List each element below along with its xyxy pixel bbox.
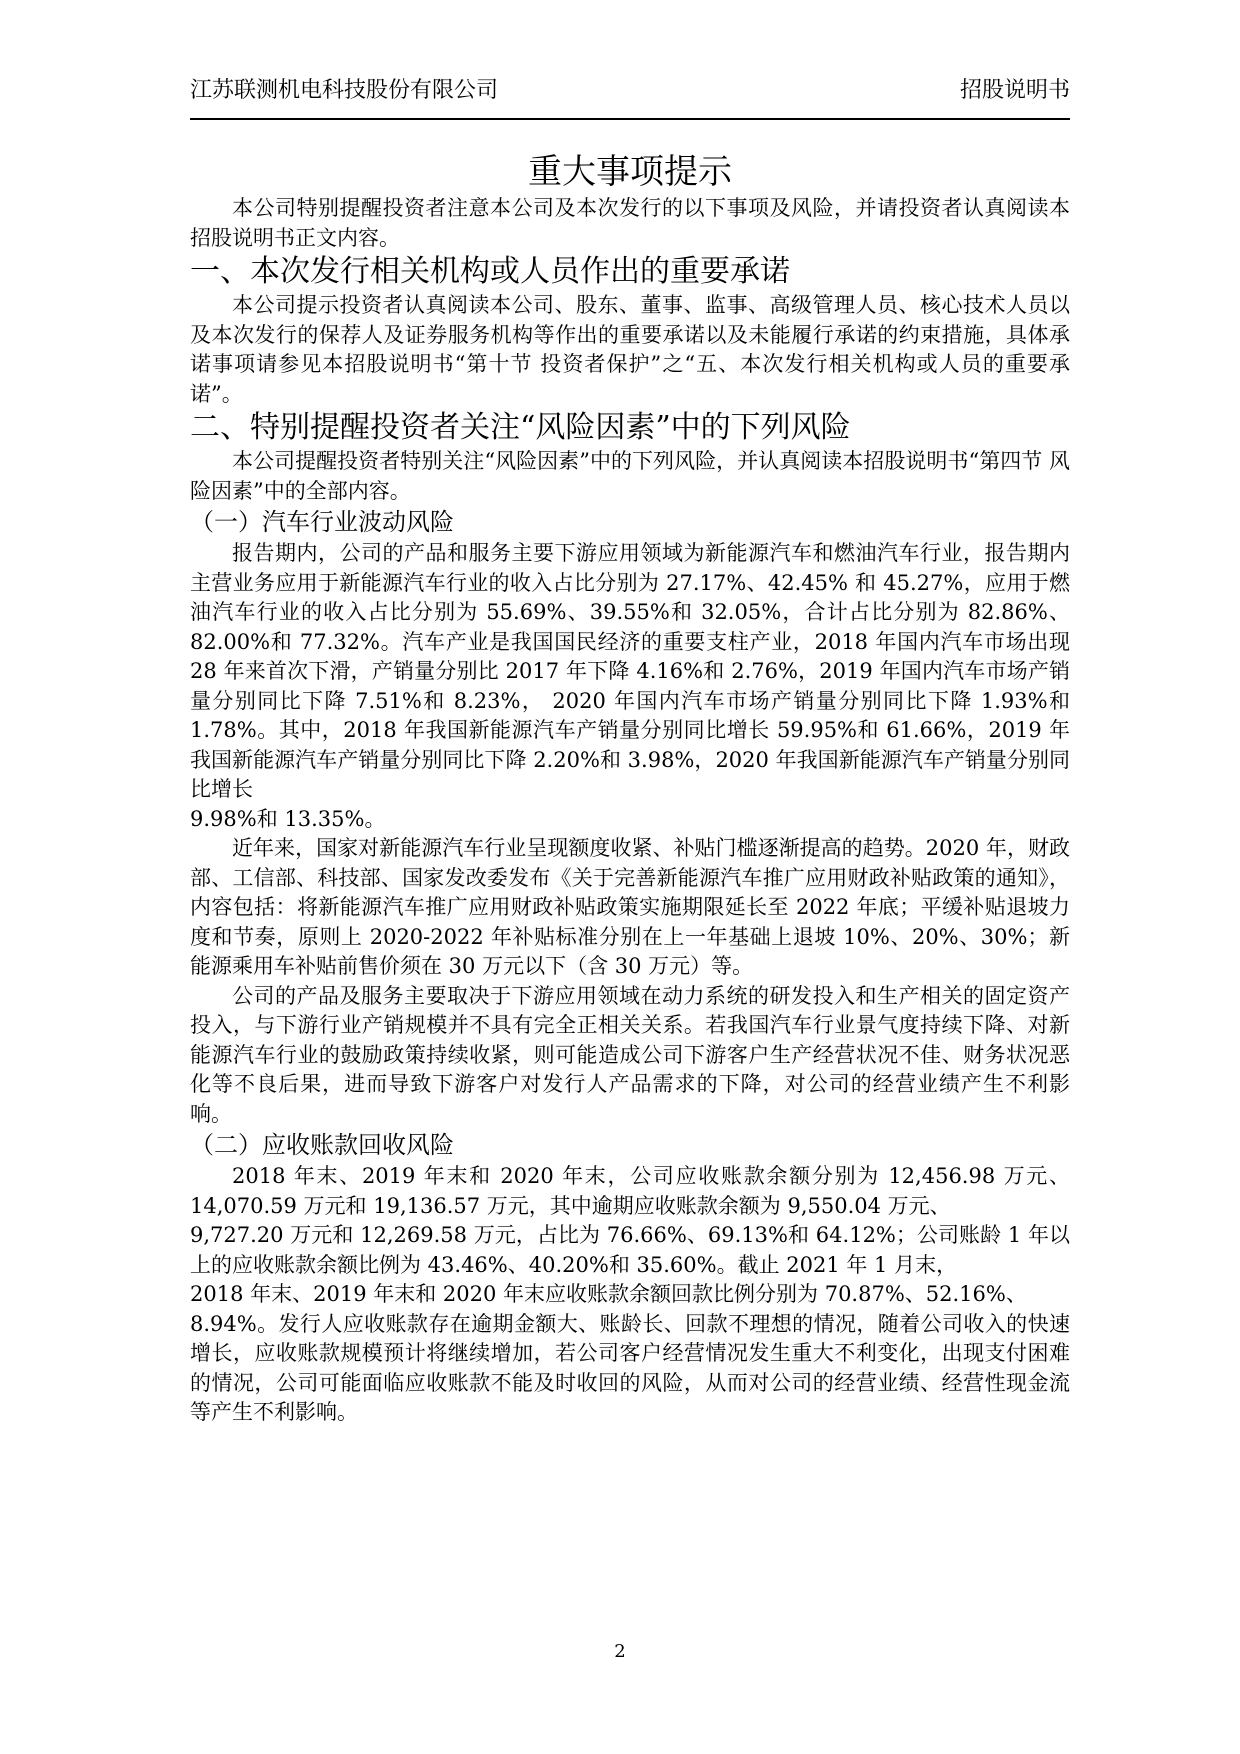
section-2-heading: 二、特别提醒投资者关注“风险因素”中的下列风险 <box>190 410 851 445</box>
subsection-1-heading: （一）汽车行业波动风险 <box>190 508 454 536</box>
section-1-paragraph: 本公司提示投资者认真阅读本公司、股东、董事、监事、高级管理人员、核心技术人员以及本次发行的保荐人及证券服务机构等作出的重要承诺以及未能履行承诺的约束措施，具体承诺事项请参见本招股说明书“第十节 投资者保护”之“五、本次发行相关机构或人员的重要承诺”。 <box>190 293 1070 406</box>
page-header <box>190 76 1070 116</box>
page-number: 2 <box>614 1641 626 1662</box>
header-document-type: 招股说明书 <box>959 78 1070 103</box>
subsection-1-paragraph-2: 近年来，国家对新能源汽车行业呈现额度收紧、补贴门槛逐渐提高的趋势。2020 年，财政部、工信部、科技部、国家发改委发布《关于完善新能源汽车推广应用财政补贴政策的通知》，内容包括：将新能源汽车推广应用财政补贴政策实施期限延长至 2022 年底；平缓补贴退坡力度和节奏，原则上 2020-2022 年补贴标准分别在上一年基础上退坡 10%、20%、30%；新能源乘用车补贴前售价须在 30 万元以下（含 30 万元）等。 <box>190 836 1070 978</box>
header-divider <box>190 118 1070 120</box>
section-2-paragraph: 本公司提醒投资者特别关注“风险因素”中的下列风险，并认真阅读本招股说明书“第四节 风险因素”中的全部内容。 <box>190 449 1070 503</box>
subsection-2-paragraph-part-a: 2018 年末、2019 年末和 2020 年末，公司应收账款余额分别为 12,456.98 万元、14,070.59 万元和 19,136.57 万元，其中逾期应收账款余额为 9,550.04 万元、 <box>190 1164 1070 1218</box>
subsection-2-paragraph-part-c: 2018 年末、2019 年末和 2020 年末应收账款余额回款比例分别为 70.87%、52.16%、 <box>190 1282 1027 1306</box>
section-1-heading: 一、本次发行相关机构或人员作出的重要承诺 <box>190 254 790 289</box>
subsection-2-paragraph-part-b: 9,727.20 万元和 12,269.58 万元，占比为 76.66%、69.13%和 64.12%；公司账龄 1 年以上的应收账款余额比例为 43.46%、40.20%和 35.60%。截止 2021 年 1 月末， <box>190 1223 1070 1277</box>
subsection-1-paragraph-3: 公司的产品及服务主要取决于下游应用领域在动力系统的研发投入和生产相关的固定资产投入，与下游行业产销规模并不具有完全正相关关系。若我国汽车行业景气度持续下降、对新能源汽车行业的鼓励政策持续收紧，则可能造成公司下游客户生产经营状况不佳、财务状况恶化等不良后果，进而导致下游客户对发行人产品需求的下降，对公司的经营业绩产生不利影响。 <box>190 983 1070 1126</box>
subsection-1-paragraph-1-text: 报告期内，公司的产品和服务主要下游应用领域为新能源汽车和燃油汽车行业，报告期内主营业务应用于新能源汽车行业的收入占比分别为 27.17%、42.45% 和 45.27%，应用于燃油汽车行业的收入占比分别为 55.69%、39.55%和 32.05%，合计占比分别为 82.86%、82.00%和 77.32%。汽车产业是我国国民经济的重要支柱产业，2018 年国内汽车市场出现 28 年来首次下滑，产销量分别比 2017 年下降 4.16%和 2.76%，2019 年国内汽车市场产销量分别同比下降 7.51%和 8.23%， 2020 年国内汽车市场产销量分别同比下降 1.93%和 1.78%。其中，2018 年我国新能源汽车产销量分别同比增长 59.95%和 61.66%，2019 年我国新能源汽车产销量分别同比下降 2.20%和 3.98%，2020 年我国新能源汽车产销量分别同比增长 <box>190 541 1070 801</box>
header-company-name: 江苏联测机电科技股份有限公司 <box>190 78 499 103</box>
subsection-1-paragraph-1 <box>190 539 1070 834</box>
subsection-1-paragraph-1-continuation: 9.98%和 13.35%。 <box>190 806 386 831</box>
subsection-2-heading: （二）应收账款回收风险 <box>190 1131 454 1159</box>
intro-paragraph: 本公司特别提醒投资者注意本公司及本次发行的以下事项及风险，并请投资者认真阅读本招股说明书正文内容。 <box>190 196 1070 250</box>
document-body <box>190 150 1070 1428</box>
subsection-2-paragraph <box>190 1162 1070 1428</box>
subsection-2-paragraph-part-d: 8.94%。发行人应收账款存在逾期金额大、账龄长、回款不理想的情况，随着公司收入的快速增长，应收账款规模预计将继续增加，若公司客户经营情况发生重大不利变化，出现支付困难的情况，公司可能面临应收账款不能及时收回的风险，从而对公司的经营业绩、经营性现金流等产生不利影响。 <box>190 1311 1070 1424</box>
page-title: 重大事项提示 <box>528 152 732 192</box>
